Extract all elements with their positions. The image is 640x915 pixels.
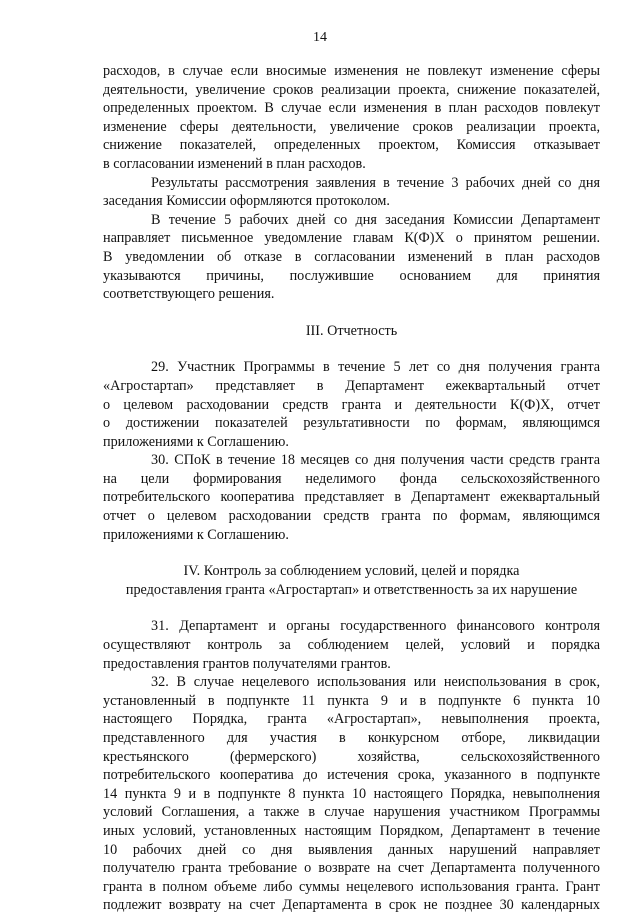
- text-line: 29. Участник Программы в течение 5 лет со дня получения гранта: [151, 359, 600, 376]
- paragraph-32: [103, 673, 600, 915]
- text-line: снижение показателей, определенных проектом, Комиссия отказывает: [103, 137, 600, 154]
- text-line: «Агростартап» представляет в Департамент ежеквартальный отчет: [103, 377, 600, 394]
- text-line: 10 рабочих дней со дня выявления данных нарушений направляет: [103, 841, 600, 858]
- section-heading-reporting: [103, 322, 600, 341]
- text-line: В уведомлении об отказе в согласовании изменений в план расходов: [103, 248, 600, 265]
- text-line: приложениями к Соглашению.: [103, 526, 289, 543]
- paragraph-31: [103, 617, 600, 673]
- paragraph-expense-plan-conditions: [103, 62, 600, 174]
- document-body: [103, 62, 600, 915]
- text-line: заседания Комиссии оформляются протоколом.: [103, 193, 390, 210]
- text-line: установленный в подпункте 11 пункта 9 и в подпункте 6 пункта 10: [103, 692, 600, 709]
- text-line: крестьянского (фермерского) хозяйства, сельскохозяйственного: [103, 748, 600, 765]
- heading-line: предоставления гранта «Агростартап» и ответственность за их нарушение: [125, 581, 578, 598]
- page-number: 14: [313, 30, 327, 45]
- text-line: отчет о целевом расходовании средств гранта по формам, являющимся: [103, 508, 600, 525]
- text-line: направляет письменное уведомление главам К(Ф)Х о принятом решении.: [103, 230, 600, 247]
- text-line: изменение сферы деятельности, увеличение сроков реализации проекта,: [103, 118, 600, 135]
- text-line: предоставления грантов получателями грантов.: [103, 655, 391, 672]
- text-line: в согласовании изменений в план расходов.: [103, 155, 366, 172]
- text-line: приложениями к Соглашению.: [103, 433, 289, 450]
- paragraph-review-results: [103, 174, 600, 211]
- text-line: 32. В случае нецелевого использования или неиспользования в срок,: [151, 674, 600, 691]
- text-line: о достижении показателей результативности по формам, являющимся: [103, 415, 600, 432]
- text-line: 14 пункта 9 и в подпункте 8 пункта 10 настоящего Порядка, невыполнения: [103, 785, 600, 802]
- text-line: определенных проектом. В случае если изменения в план расходов повлекут: [103, 100, 600, 117]
- paragraph-30: [103, 451, 600, 544]
- text-line: расходов, в случае если вносимые изменения не повлекут изменение сферы: [103, 63, 600, 79]
- section-heading-control: [103, 562, 600, 599]
- text-line: представленного для участия в конкурсном отборе, ликвидации: [103, 730, 600, 746]
- text-line: получателю гранта требование о возврате на счет Департамента полученного: [103, 860, 600, 877]
- text-line: о целевом расходовании средств гранта и деятельности К(Ф)Х, отчет: [103, 396, 600, 413]
- text-line: Результаты рассмотрения заявления в течение 3 рабочих дней со дня: [151, 174, 600, 191]
- text-line: на цели формирования неделимого фонда сельскохозяйственного: [103, 470, 600, 487]
- paragraph-29: [103, 358, 600, 451]
- text-line: осуществляют контроль за соблюдением целей, условий и порядка: [103, 637, 600, 654]
- text-line: иных условий, установленных настоящим Порядком, Департамент в течение: [103, 822, 600, 839]
- text-line: 31. Департамент и органы государственного финансового контроля: [151, 618, 600, 635]
- text-line: подлежит возврату на счет Департамента в срок не позднее 30 календарных: [103, 897, 600, 914]
- text-line: деятельности, увеличение сроков реализации проекта, снижение показателей,: [103, 81, 600, 98]
- text-line: настоящего Порядка, гранта «Агростартап», невыполнения проекта,: [103, 711, 600, 728]
- text-line: потребительского кооператива представляет в Департамент ежеквартальный: [103, 489, 600, 506]
- paragraph-notification: [103, 211, 600, 304]
- text-line: условий Соглашения, а также в случае нарушения участником Программы: [103, 804, 600, 821]
- text-line: указываются причины, послужившие основанием для принятия: [103, 267, 600, 284]
- text-line: потребительского кооператива до истечения срока, указанного в подпункте: [103, 767, 600, 784]
- text-line: В течение 5 рабочих дней со дня заседания Комиссии Департамент: [151, 211, 600, 228]
- text-line: соответствующего решения.: [103, 286, 275, 303]
- heading-line: IV. Контроль за соблюдением условий, целей и порядка: [183, 563, 520, 580]
- heading-line: III. Отчетность: [305, 322, 398, 339]
- text-line: 30. СПоК в течение 18 месяцев со дня получения части средств гранта: [151, 452, 600, 469]
- text-line: гранта в полном объеме либо суммы нецелевого использования гранта. Грант: [103, 878, 600, 895]
